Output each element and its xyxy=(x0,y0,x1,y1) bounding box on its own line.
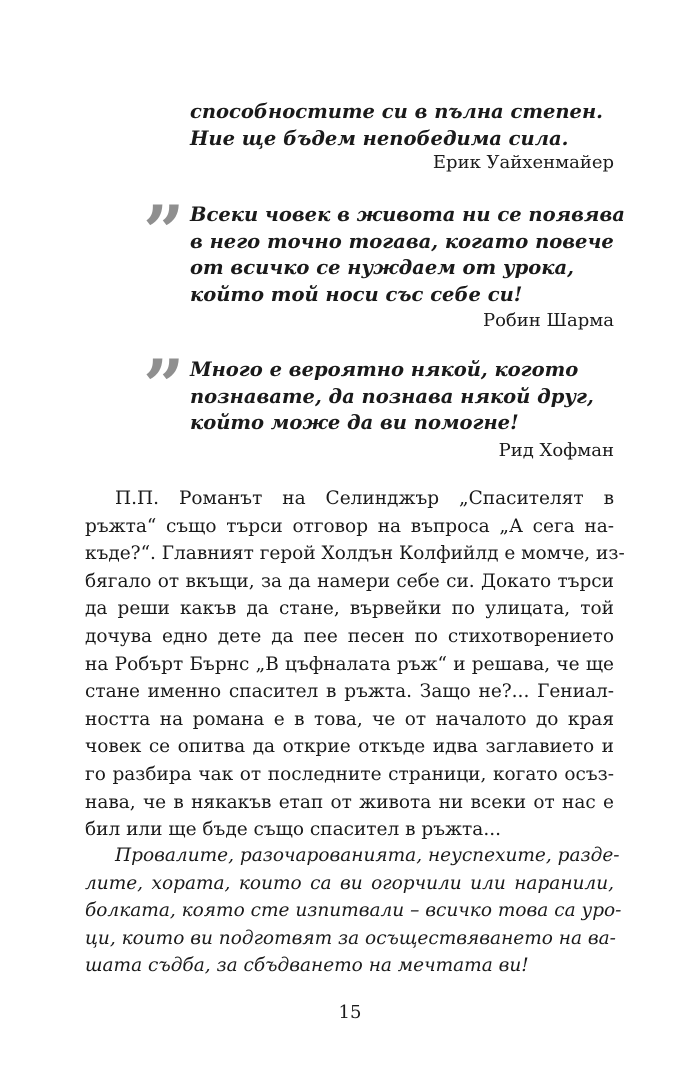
page-number: 15 xyxy=(338,1002,362,1023)
paragraph-line: бягало от вкъщи, за да намери себе си. Докато търси xyxy=(85,570,614,592)
quote-2-line: в него точно тогава, когато повече xyxy=(190,229,614,253)
body-paragraph xyxy=(85,485,625,844)
paragraph-line: нава, че в някакъв етап от живота ни всеки от нас е xyxy=(85,791,614,813)
quote-2 xyxy=(190,202,625,334)
quote-3-author: Рид Хофман xyxy=(498,439,614,461)
paragraph-line: дочува едно дете да пее песен по стихотворението xyxy=(85,625,614,647)
quote-1-author: Ерик Уайхенмайер xyxy=(432,152,614,173)
quote-3-line: Много е вероятно някой, когото xyxy=(190,358,579,381)
paragraph-line: Провалите, разочарованията, неуспехите, разде- xyxy=(115,845,620,866)
paragraph-line: шата съдба, за сбъдването на мечтата ви! xyxy=(85,955,529,977)
quote-2-line: от всичко се нуждаем от урока, xyxy=(190,256,574,279)
quote-1-line: способностите си в пълна степен. xyxy=(190,100,603,123)
paragraph-line: на Робърт Бърнс „В цъфналата ръж“ и решава, че ще xyxy=(85,653,614,675)
paragraph-line: го разбира чак от последните страници, когато осъз- xyxy=(85,763,614,785)
quote-3 xyxy=(190,357,614,464)
quote-3-line: който може да ви помогне! xyxy=(190,411,519,434)
paragraph-line: болката, която сте изпитвали – всичко това са уро- xyxy=(85,900,622,922)
paragraph-line: лите, хората, които са ви огорчили или наранили, xyxy=(85,872,614,894)
quote-mark-icon: ” xyxy=(143,343,179,428)
paragraph-line: да реши какъв да стане, вървейки по улицата, той xyxy=(85,598,614,620)
quote-2-line: който той носи със себе си! xyxy=(190,282,523,306)
paragraph-line: къде?“. Главният герой Холдън Колфийлд е момче, из- xyxy=(85,543,625,565)
quote-1-line: Ние ще бъдем непобедима сила. xyxy=(190,126,569,150)
paragraph-line: ци, които ви подготвят за осъществяването на ва- xyxy=(85,927,616,949)
quote-mark-icon: ” xyxy=(143,189,179,274)
paragraph-line: стане именно спасител в ръжта. Защо не?... Гениал- xyxy=(85,681,614,703)
paragraph-line: П.П. Романът на Селинджър „Спасителят в xyxy=(115,488,614,509)
paragraph-line: ността на романа е в това, че от началото до края xyxy=(85,708,614,730)
paragraph-line: човек се опитва да открие откъде идва заглавието и xyxy=(85,736,614,758)
quote-3-line: познавате, да познава някой друг, xyxy=(190,384,594,408)
quote-1 xyxy=(190,99,614,176)
closing-paragraph xyxy=(85,842,622,980)
quote-2-author: Робин Шарма xyxy=(482,310,614,331)
paragraph-line: ръжта“ също търси отговор на въпроса „А сега на- xyxy=(85,515,614,537)
quote-2-line: Всеки човек в живота ни се появява xyxy=(190,203,625,226)
paragraph-line: бил или ще бъде също спасител в ръжта... xyxy=(85,819,501,841)
